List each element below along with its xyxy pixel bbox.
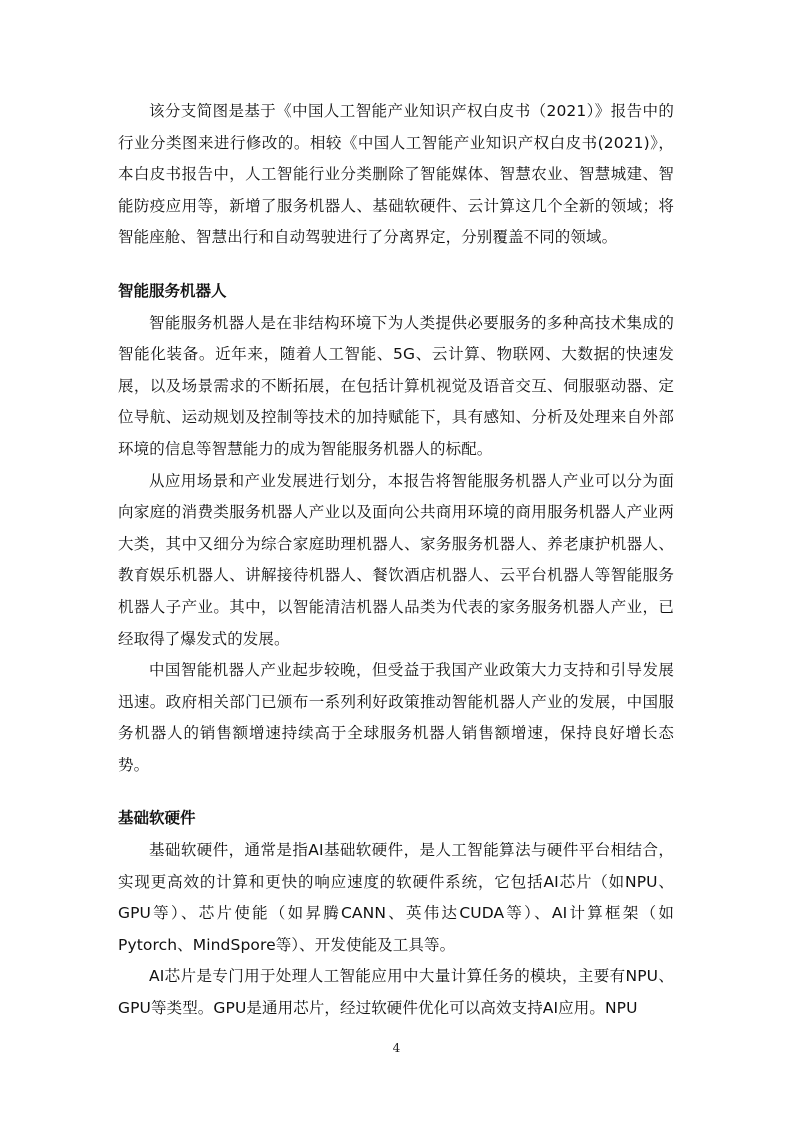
page-number: 4 <box>392 1041 401 1055</box>
basic-hardware-paragraph-1: 基础软硬件，通常是指AI基础软硬件，是人工智能算法与硬件平台相结合，实现更高效的计算和更快的响应速度的软硬件系统，它包括AI芯片（如NPU、GPU等）、芯片使能（如昇腾CANN、英伟达CUDA等）、AI计算框架（如Pytorch、MindSpore等）、开发使能及工具等。 <box>118 841 674 954</box>
service-robot-paragraph-3: 中国智能机器人产业起步较晚，但受益于我国产业政策大力支持和引导发展迅速。政府相关部门已颁布一系列利好政策推动智能机器人产业的发展，中国服务机器人的销售额增速持续高于全球服务机器人销售额增速，保持良好增长态势。 <box>118 661 674 774</box>
section-spacer <box>118 781 674 803</box>
service-robot-paragraph-2: 从应用场景和产业发展进行划分，本报告将智能服务机器人产业可以分为面向家庭的消费类服务机器人产业以及面向公共商用环境的商用服务机器人产业两大类，其中又细分为综合家庭助理机器人、家务服务机器人、养老康护机器人、教育娱乐机器人、讲解接待机器人、餐饮酒店机器人、云平台机器人等智能服务机器人子产业。其中，以智能清洁机器人品类为代表的家务服务机器人产业，已经取得了爆发式的发展。 <box>118 471 674 648</box>
service-robot-paragraph-1: 智能服务机器人是在非结构环境下为人类提供必要服务的多种高技术集成的智能化装备。近年来，随着人工智能、5G、云计算、物联网、大数据的快速发展，以及场景需求的不断拓展，在包括计算机视觉及语音交互、伺服驱动器、定位导航、运动规划及控制等技术的加持赋能下，具有感知、分析及处理来自外部环境的信息等智慧能力的成为智能服务机器人的标配。 <box>118 313 674 458</box>
section-heading-basic-hardware-software: 基础软硬件 <box>118 809 196 828</box>
document-body <box>118 96 674 1025</box>
section-spacer <box>118 254 674 276</box>
section-heading-service-robot: 智能服务机器人 <box>118 281 227 300</box>
basic-hardware-paragraph-2: AI芯片是专门用于处理人工智能应用中大量计算任务的模块，主要有NPU、GPU等类型。GPU是通用芯片，经过软硬件优化可以高效支持AI应用。NPU <box>118 967 674 1018</box>
intro-paragraph: 该分支简图是基于《中国人工智能产业知识产权白皮书（2021）》报告中的行业分类图来进行修改的。相较《中国人工智能产业知识产权白皮书(2021)》，本白皮书报告中，人工智能行业分类删除了智能媒体、智慧农业、智慧城建、智能防疫应用等，新增了服务机器人、基础软硬件、云计算这几个全新的领域；将智能座舱、智慧出行和自动驾驶进行了分离界定，分别覆盖不同的领域。 <box>118 102 674 247</box>
